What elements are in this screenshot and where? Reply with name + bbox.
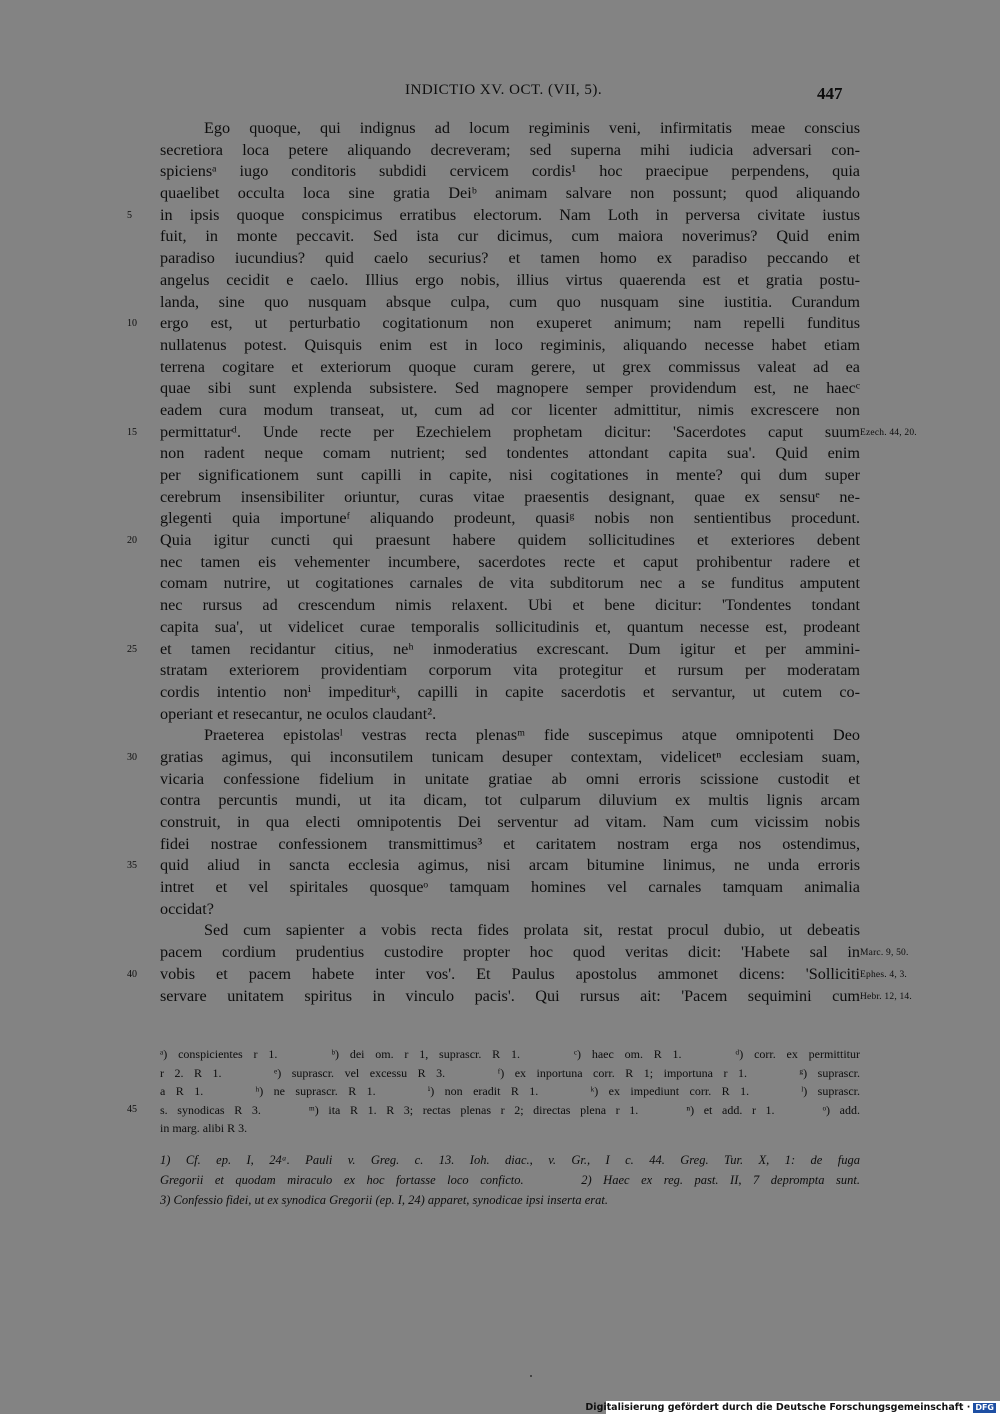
line-number: 30 — [127, 751, 137, 763]
apparatus-line — [160, 1045, 860, 1064]
text-line-content: in ipsis quoque conspicimus erratibus electorum. Nam Loth in perversa civitate iustus — [160, 205, 860, 224]
text-line — [127, 747, 860, 769]
text-line-content: permittaturᵈ. Unde recte per Ezechielem prophetam dicitur: 'Sacerdotes caput suum — [160, 422, 860, 441]
apparatus-line — [160, 1064, 860, 1083]
text-line — [160, 769, 860, 791]
text-line-content: nec rursus ad crescendum nimis relaxent. Ubi et bene dicitur: 'Tondentes tondant — [160, 596, 860, 615]
margin-reference: Hebr. 12, 14. — [860, 991, 912, 1002]
text-line-content: Sed cum sapienter a vobis recta fides prolata sit, restat procul dubio, ut debeatis — [204, 921, 860, 940]
text-line-content: eadem cura modum transeat, ut, cum ad cor licenter admittitur, nimis excrescere non — [160, 400, 860, 419]
apparatus-line-content: in marg. alibi R 3. — [160, 1121, 248, 1135]
text-line — [160, 335, 860, 357]
margin-reference: Marc. 9, 50. — [860, 948, 909, 959]
apparatus-line — [160, 1082, 860, 1101]
text-line-content: gratias agimus, qui inconsutilem tunicam desuper contextam, videlicetⁿ ecclesiam suam, — [160, 747, 860, 766]
text-line — [160, 942, 909, 964]
text-line — [127, 205, 860, 227]
line-number: 5 — [127, 209, 132, 221]
text-line — [160, 508, 860, 530]
margin-reference: Ephes. 4, 3. — [860, 969, 907, 980]
text-line-content: secretiora loca petere aliquando decreveram; sed superna mihi iudicia adversari con- — [160, 140, 860, 159]
text-line-content: spiciensᵃ iugo conditoris subdidi cervicem cordis¹ hoc praecipue perpendens, quia — [160, 162, 860, 181]
text-line-content: per significationem sunt capilli in capite, nisi cogitationes in mente? qui dum super — [160, 466, 860, 484]
text-line-content: stratam exteriorem providentiam corporum vita protegitur et rursum per moderatam — [160, 661, 860, 680]
text-line-content: comam nutrire, ut cogitationes carnales de vita subditorum nec a se funditus amputent — [160, 574, 860, 593]
apparatus-line-content: a R 1. ʰ) ne suprascr. R 1. ⁱ) non eradit R 1. ᵏ) ex impediunt corr. R 1. ˡ) suprascr. — [160, 1084, 860, 1098]
margin-reference: Ezech. 44, 20. — [860, 427, 917, 438]
text-line — [160, 552, 860, 574]
text-line — [160, 704, 860, 726]
text-line-content: vicaria confessione fidelium in unitate gratiae ab omni erroris scissione custodit et — [160, 769, 860, 788]
text-line-content: glegenti quia importuneᶠ aliquando prodeunt, quasiᵍ nobis non sentientibus procedunt. — [160, 509, 860, 528]
text-line-content: angelus cecidit e caelo. Illius ergo nobis, illius virtus quaerenda est et gratia postu- — [160, 270, 860, 289]
text-line-content: terrena cogitare et exteriorum quoque curam gerere, ut grex commissus valeat ad ea — [160, 357, 860, 376]
main-text — [127, 118, 917, 1007]
running-header: INDICTIO XV. OCT. (VII, 5). — [405, 82, 603, 98]
text-line — [160, 682, 860, 704]
footnotes — [160, 1150, 860, 1210]
text-line-content: Quia igitur cuncti qui praesunt habere quidem sollicitudines et exteriores debent — [160, 531, 860, 550]
text-line — [127, 422, 917, 444]
dfg-logo: DFG — [975, 1402, 994, 1412]
text-line-content: nullatenus potest. Quisquis enim est in loco regiminis, aliquando necesse habet etiam — [160, 335, 860, 354]
text-line — [160, 465, 860, 487]
text-line — [160, 790, 860, 812]
text-line — [160, 487, 860, 509]
apparatus-line-content: ᵃ) conspicientes r 1. ᵇ) dei om. r 1, suprascr. R 1. ᶜ) haec om. R 1. ᵈ) corr. ex permittitur — [160, 1047, 860, 1061]
text-line-content: contra percuntis mundi, ut ita dicam, tot culparum diluvium ex multis lignis arcam — [160, 791, 860, 810]
critical-apparatus — [127, 1045, 860, 1138]
text-line — [160, 986, 912, 1008]
text-line — [160, 812, 860, 834]
text-line — [160, 834, 860, 856]
line-number: 25 — [127, 643, 137, 655]
text-line — [160, 357, 860, 379]
text-line — [160, 140, 860, 162]
text-line-content: ergo est, ut perturbatio cogitationum non exuperet animum; nam repelli funditus — [160, 314, 860, 333]
text-line — [160, 183, 860, 205]
text-line — [160, 400, 860, 422]
text-line-content: servare unitatem spiritus in vinculo pacis'. Qui rursus ait: 'Pacem sequimini cum — [160, 986, 860, 1005]
text-line-content: Ego quoque, qui indignus ad locum regiminis veni, infirmitatis meae conscius — [204, 119, 860, 137]
text-line-content: operiant et resecantur, ne oculos claudant². — [160, 704, 437, 723]
text-line-content: vobis et pacem habete inter vos'. Et Paulus apostolus ammonet dicens: 'Solliciti — [160, 964, 860, 983]
text-line-content: intret et vel spiritales quosqueᵒ tamquam homines vel carnales tamquam animalia — [160, 878, 860, 897]
funding-ribbon — [585, 1401, 1000, 1414]
text-line — [160, 899, 860, 921]
text-line — [160, 118, 860, 140]
text-line — [127, 313, 860, 335]
apparatus-line — [160, 1119, 860, 1138]
footnote-line: 3) Confessio fidei, ut ex synodica Gregorii (ep. I, 24) apparet, synodicae ipsi inserta erat. — [160, 1193, 608, 1207]
text-line — [160, 161, 860, 183]
text-line-content: nec tamen eis vehementer incumbere, sacerdotes recte et caput prohibentur radere et — [160, 552, 860, 571]
text-line — [160, 248, 860, 270]
scan-speck — [530, 1375, 532, 1377]
line-number: 35 — [127, 860, 137, 872]
funding-credit: Digitalisierung gefördert durch die Deutsche Forschungsgemeinschaft · — [585, 1402, 971, 1413]
text-line — [160, 573, 860, 595]
text-line-content: cerebrum insensibiliter oriuntur, curas vitae praesentis designant, quae ex sensuᵉ ne- — [160, 487, 860, 506]
line-number: 45 — [127, 1103, 137, 1115]
text-line — [160, 617, 860, 639]
text-line-content: non radent neque comam nutrient; sed tondentes attondant capita sua'. Quid enim — [160, 444, 860, 463]
text-line-content: construit, in qua electi omnipotentis Dei serventur ad vitam. Nam cum vicissim nobis — [160, 813, 860, 831]
text-line-content: quae sibi sunt explenda subsistere. Sed magnopere semper providendum est, ne haecᶜ — [160, 379, 860, 398]
apparatus-line-content: r 2. R 1. ᵉ) suprascr. vel excessu R 3. ᶠ) ex inportuna corr. R 1; importuna r 1. ᵍ) suprascr. — [160, 1065, 860, 1080]
text-line-content: occidat? — [160, 899, 214, 918]
text-line — [160, 378, 860, 400]
text-line-content: fidei nostrae confessionem transmittimus³ et caritatem nostram erga nos ostendimus, — [160, 834, 860, 853]
text-line — [127, 530, 860, 552]
footnote-line: 1) Cf. ep. I, 24ᵃ. Pauli v. Greg. c. 13. Ioh. diac., v. Gr., I c. 44. Greg. Tur. X, 1: de fuga — [160, 1153, 860, 1167]
text-line-content: et tamen recidantur citius, neʰ inmoderatius excrescant. Dum igitur et per ammini- — [160, 639, 860, 658]
apparatus-line — [127, 1101, 860, 1120]
text-line — [160, 443, 860, 465]
text-line-content: Praeterea epistolasˡ vestras recta plenasᵐ fide suscepimus atque omnipotenti Deo — [204, 726, 860, 745]
text-line — [127, 855, 860, 877]
text-line — [127, 639, 860, 661]
text-line — [160, 292, 860, 314]
line-number: 10 — [127, 318, 137, 330]
line-number: 15 — [127, 426, 137, 438]
line-number: 40 — [127, 968, 137, 980]
text-line — [160, 226, 860, 248]
text-line — [160, 725, 860, 747]
text-line — [160, 595, 860, 617]
text-line-content: fuit, in monte peccavit. Sed ista cur dicimus, cum maiora noverimus? Quid enim — [160, 227, 860, 246]
text-line-content: quid aliud in sancta ecclesia agimus, nisi arcam bitumine linimus, ne unda erroris — [160, 856, 860, 875]
line-number: 20 — [127, 535, 137, 547]
text-line-content: paradiso iucundius? quid caelo securius? et tamen homo ex paradiso peccando et — [160, 249, 860, 268]
text-line — [160, 920, 860, 942]
text-line-content: quaelibet occulta loca sine gratia Deiᵇ animam salvare non possunt; quod aliquando — [160, 184, 860, 203]
text-line-content: landa, sine quo nusquam absque culpa, cum quo nusquam sine iustitia. Curandum — [160, 292, 860, 311]
text-line-content: capita sua', ut videlicet curae temporalis sollicitudinis et, quantum necesse est, prodeant — [160, 617, 860, 636]
text-line-content: cordis intentio nonⁱ impediturᵏ, capilli in capite sacerdotis et servantur, ut cutem co- — [160, 682, 860, 701]
apparatus-line-content: s. synodicas R 3. ᵐ) ita R 1. R 3; rectas plenas r 2; directas plena r 1. ⁿ) et add. r 1. ᵒ) add. — [160, 1102, 860, 1117]
text-line — [127, 964, 907, 986]
text-line — [160, 270, 860, 292]
page-number: 447 — [817, 84, 843, 103]
footnote-line: Gregorii et quodam miraculo ex hoc fortasse loco conficto. 2) Haec ex reg. past. II, 7 deprompta sunt. — [160, 1173, 860, 1187]
text-line — [160, 660, 860, 682]
text-line-content: pacem cordium prudentius custodire propter hoc quod veritas dicit: 'Habete sal in — [160, 943, 860, 962]
text-line — [160, 877, 860, 899]
